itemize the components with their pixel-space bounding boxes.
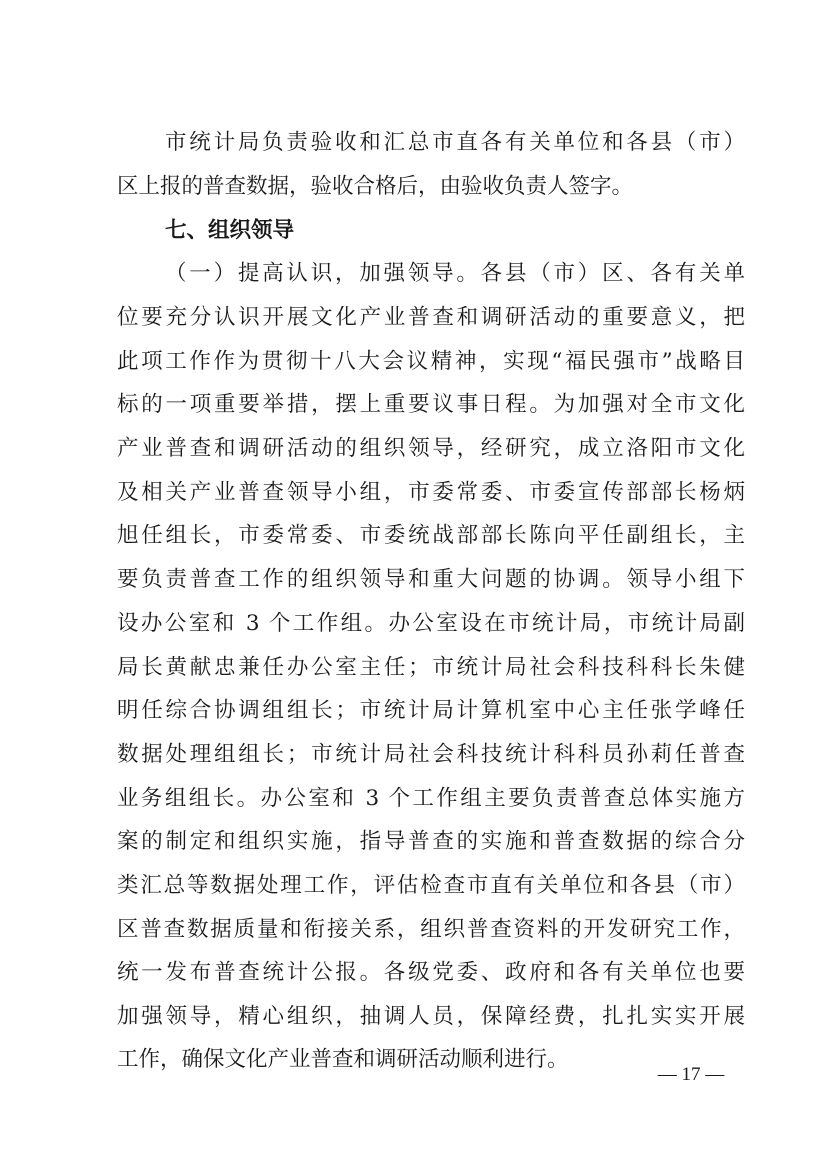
paragraph-line: 及相关产业普查领导小组，市委常委、市委宣传部部长杨炳: [117, 480, 745, 505]
paragraph-line: 设办公室和 3 个工作组。办公室设在市统计局，市统计局副: [117, 611, 745, 636]
paragraph-line: 此项工作作为贯彻十八大会议精神，实现“福民强市”战略目: [117, 349, 745, 374]
paragraph-line: 市统计局负责验收和汇总市直各有关单位和各县（市）: [165, 130, 745, 155]
paragraph-line: 旭任组长，市委常委、市委统战部部长陈向平任副组长，主: [117, 523, 745, 548]
paragraph-line: 工作，确保文化产业普查和调研活动顺利进行。: [117, 1047, 569, 1072]
paragraph-line: 要负责普查工作的组织领导和重大问题的协调。领导小组下: [117, 567, 745, 592]
paragraph-line: 加强领导，精心组织，抽调人员，保障经费，扎扎实实开展: [117, 1004, 745, 1029]
paragraph-line: 产业普查和调研活动的组织领导，经研究，成立洛阳市文化: [117, 436, 745, 461]
paragraph-line: 区上报的普查数据，验收合格后，由验收负责人签字。: [117, 174, 634, 199]
paragraph-line: 区普查数据质量和衔接关系，组织普查资料的开发研究工作，: [117, 917, 745, 942]
section-heading: 七、组织领导: [165, 218, 295, 243]
page-number: — 17 —: [657, 1064, 725, 1085]
paragraph-line: 数据处理组组长；市统计局社会科技统计科科员孙莉任普查: [117, 742, 745, 767]
paragraph-line: 位要充分认识开展文化产业普查和调研活动的重要意义，把: [117, 305, 745, 330]
paragraph-line: （一）提高认识，加强领导。各县（市）区、各有关单: [165, 261, 745, 286]
paragraph-line: 局长黄献忠兼任办公室主任；市统计局社会科技科科长朱健: [117, 655, 745, 680]
paragraph-line: 案的制定和组织实施，指导普查的实施和普查数据的综合分: [117, 829, 745, 854]
paragraph-line: 统一发布普查统计公报。各级党委、政府和各有关单位也要: [117, 960, 745, 985]
paragraph-line: 标的一项重要举措，摆上重要议事日程。为加强对全市文化: [117, 392, 745, 417]
paragraph-line: 业务组组长。办公室和 3 个工作组主要负责普查总体实施方: [117, 786, 745, 811]
paragraph-line: 明任综合协调组组长；市统计局计算机室中心主任张学峰任: [117, 698, 745, 723]
paragraph-line: 类汇总等数据处理工作，评估检查市直有关单位和各县（市）: [117, 873, 745, 898]
